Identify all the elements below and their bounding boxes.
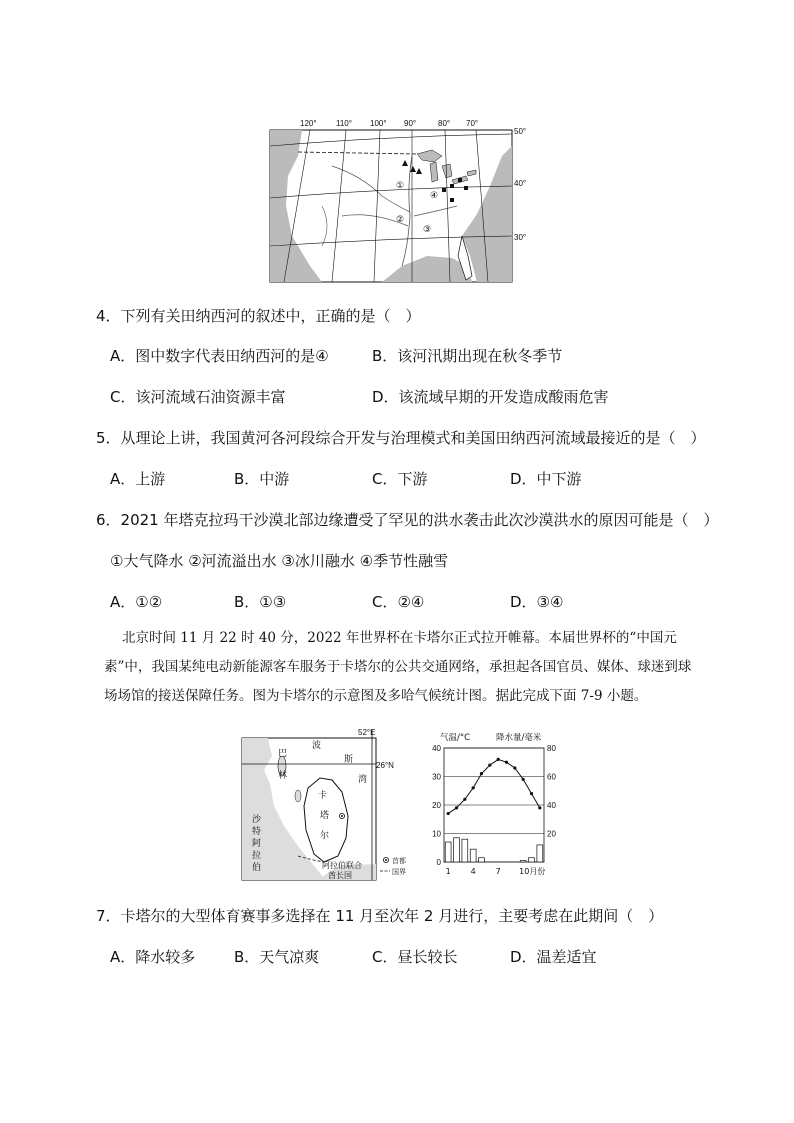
precip-bar bbox=[445, 842, 451, 862]
label-saudi-2: 特 bbox=[252, 827, 262, 837]
lon-label: 110° bbox=[336, 119, 352, 128]
left-tick-label: 20 bbox=[432, 801, 441, 810]
q7-option-c[interactable]: C．昼长较长 bbox=[372, 948, 458, 966]
x-tick-label: 4 bbox=[470, 867, 476, 876]
label-saudi-3: 阿 bbox=[252, 839, 262, 849]
q6-option-c[interactable]: C．②④ bbox=[372, 593, 425, 611]
temperature-point bbox=[472, 786, 475, 789]
q5-option-c[interactable]: C．下游 bbox=[372, 470, 428, 488]
label-qatar-2: 塔 bbox=[320, 811, 330, 821]
precip-bar bbox=[462, 839, 468, 862]
left-axis-label: 气温/°C bbox=[440, 733, 471, 743]
lon-label: 90° bbox=[404, 119, 417, 128]
label-bahrain-2: 林 bbox=[278, 771, 288, 781]
temperature-point bbox=[455, 806, 458, 809]
lon-label: 100° bbox=[370, 119, 387, 128]
q7-option-d[interactable]: D．温差适宜 bbox=[510, 948, 597, 966]
temperature-point bbox=[522, 778, 525, 781]
temperature-point bbox=[538, 806, 541, 809]
temperature-point bbox=[463, 798, 466, 801]
q6-statements: ①大气降水 ②河流溢出水 ③冰川融水 ④季节性融雪 bbox=[110, 552, 449, 570]
lat-label-qatar: 26°N bbox=[376, 761, 394, 770]
temperature-point bbox=[447, 812, 450, 815]
right-tick-label: 80 bbox=[547, 744, 556, 753]
q6-option-a[interactable]: A．①② bbox=[110, 593, 163, 611]
label-gulf-2: 斯 bbox=[344, 755, 354, 765]
marker-4: ④ bbox=[430, 191, 439, 201]
left-tick-label: 40 bbox=[432, 744, 441, 753]
precip-bar bbox=[479, 858, 485, 862]
label-gulf-1: 波 bbox=[312, 741, 322, 751]
label-saudi-4: 拉 bbox=[252, 851, 262, 861]
label-saudi-5: 伯 bbox=[252, 863, 262, 873]
legend-border: 国界 bbox=[392, 868, 406, 876]
doha-climate-chart bbox=[426, 728, 566, 878]
q4-option-c[interactable]: C．该河流域石油资源丰富 bbox=[110, 388, 286, 406]
precip-bar bbox=[470, 849, 476, 862]
q7-option-b[interactable]: B．天气凉爽 bbox=[234, 948, 320, 966]
temperature-point bbox=[488, 764, 491, 767]
temperature-point bbox=[497, 758, 500, 761]
marker-3: ③ bbox=[423, 225, 432, 235]
temperature-point bbox=[530, 792, 533, 795]
marker-1: ① bbox=[396, 181, 405, 191]
q4-option-b[interactable]: B．该河汛期出现在秋冬季节 bbox=[372, 347, 563, 365]
lat-label: 40° bbox=[514, 179, 527, 188]
right-axis-label: 降水量/毫米 bbox=[496, 733, 542, 743]
x-tick-label: 7 bbox=[495, 867, 501, 876]
temperature-point bbox=[480, 772, 483, 775]
precip-bar bbox=[537, 845, 543, 862]
precip-bar bbox=[454, 838, 460, 862]
q5-option-b[interactable]: B．中游 bbox=[234, 470, 290, 488]
x-tick-label: 1 bbox=[445, 867, 451, 876]
us-map bbox=[262, 116, 532, 286]
right-tick-label: 40 bbox=[547, 801, 556, 810]
label-saudi-1: 沙 bbox=[252, 815, 262, 825]
temperature-point bbox=[513, 766, 516, 769]
temperature-line bbox=[448, 759, 540, 813]
lon-label: 70° bbox=[466, 119, 479, 128]
lon-label: 120° bbox=[300, 119, 317, 128]
question-7-stem: 7．卡塔尔的大型体育赛事多选择在 11 月至次年 2 月进行，主要考虑在此期间（ ） bbox=[96, 907, 664, 925]
left-tick-label: 10 bbox=[432, 829, 441, 839]
legend-capital: 首都 bbox=[392, 857, 406, 865]
question-6-stem: 6．2021 年塔克拉玛干沙漠北部边缘遭受了罕见的洪水袭击此次沙漠洪水的原因可能是（ ） bbox=[96, 511, 719, 529]
q6-option-d[interactable]: D．③④ bbox=[510, 593, 564, 611]
temperature-point bbox=[505, 761, 508, 764]
passage-text: 北京时间 11 月 22 时 40 分，2022 年世界杯在卡塔尔正式拉开帷幕。本届世界杯的“中国元素”中，我国某纯电动新能源客车服务于卡塔尔的公共交通网络，承担起各国官员、媒体、球迷到球场场馆的接送保障任务。图为卡塔尔的示意图及多哈气候统计图。据此完成下面 7-9 小题。 bbox=[104, 630, 692, 704]
left-tick-label: 0 bbox=[436, 858, 441, 867]
q5-option-d[interactable]: D．中下游 bbox=[510, 470, 582, 488]
label-qatar-1: 卡 bbox=[318, 791, 328, 801]
label-uae-1: 阿拉伯联合 bbox=[322, 861, 362, 870]
precip-bar bbox=[520, 861, 526, 862]
q4-option-d[interactable]: D．该流域早期的开发造成酸雨危害 bbox=[372, 388, 609, 406]
qatar-map bbox=[238, 726, 420, 882]
lat-label: 30° bbox=[514, 233, 527, 242]
label-qatar-3: 尔 bbox=[320, 831, 330, 841]
left-tick-label: 30 bbox=[432, 772, 441, 782]
question-4-stem: 4．下列有关田纳西河的叙述中，正确的是（ ） bbox=[96, 307, 421, 325]
q7-option-a[interactable]: A．降水较多 bbox=[110, 948, 196, 966]
marker-2: ② bbox=[396, 215, 405, 225]
right-tick-label: 60 bbox=[547, 772, 556, 782]
q5-option-a[interactable]: A．上游 bbox=[110, 470, 166, 488]
label-uae-2: 酋长国 bbox=[328, 871, 352, 880]
label-bahrain-1: 巴 bbox=[278, 749, 288, 759]
question-5-stem: 5．从理论上讲，我国黄河各河段综合开发与治理模式和美国田纳西河流域最接近的是（ ） bbox=[96, 429, 706, 447]
label-gulf-3: 湾 bbox=[358, 775, 368, 785]
x-tick-label: 10月份 bbox=[519, 867, 546, 876]
lon-label: 80° bbox=[438, 119, 451, 128]
lon-label-qatar: 52°E bbox=[358, 728, 376, 737]
precip-bar bbox=[529, 858, 535, 862]
q4-option-a[interactable]: A．图中数字代表田纳西河的是④ bbox=[110, 347, 329, 365]
right-tick-label: 20 bbox=[547, 829, 556, 839]
q6-option-b[interactable]: B．①③ bbox=[234, 593, 287, 611]
lat-label: 50° bbox=[514, 127, 527, 136]
